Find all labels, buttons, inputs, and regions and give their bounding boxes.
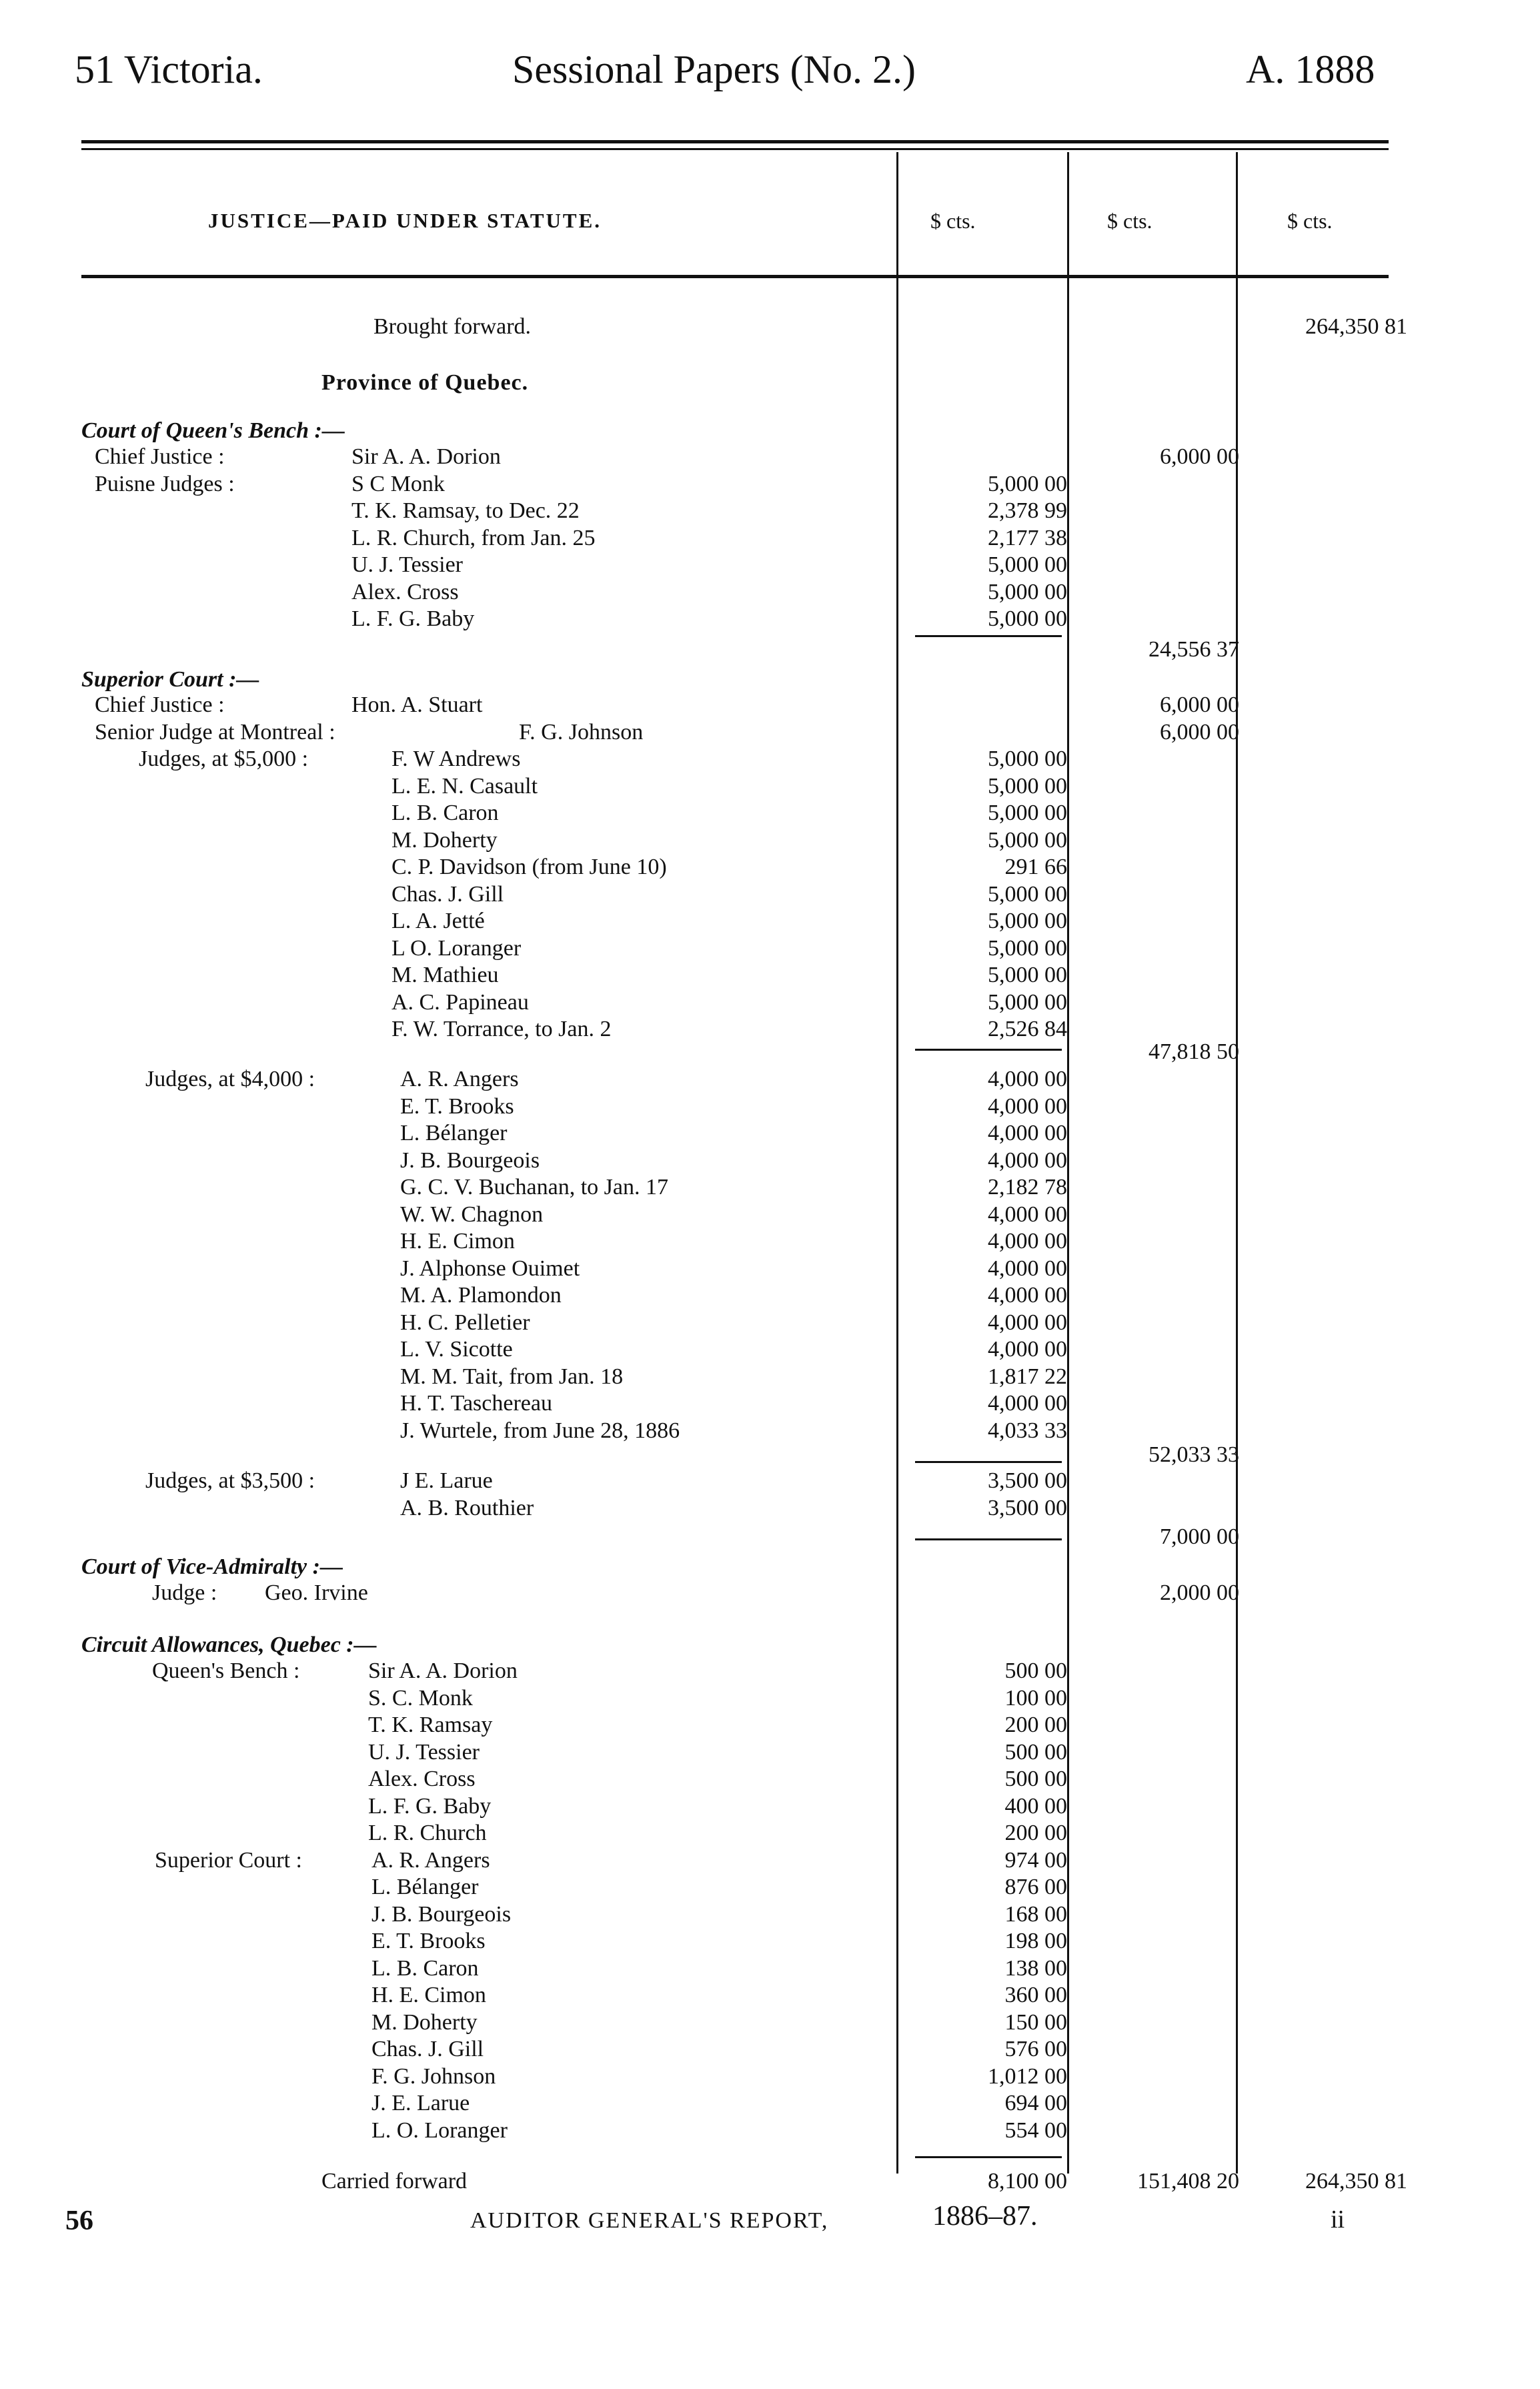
sc-5000-row bbox=[0, 935, 1540, 962]
row-value-c2: 6,000 00 bbox=[1160, 719, 1239, 745]
row-name: M. Doherty bbox=[392, 828, 500, 853]
header-rule bbox=[81, 275, 1389, 278]
qb-row bbox=[0, 606, 1540, 632]
row-value-c1: 4,000 00 bbox=[988, 1147, 1067, 1173]
row-name: U. J. Tessier bbox=[368, 1740, 482, 1765]
row-value-c1: 1,817 22 bbox=[988, 1364, 1067, 1389]
row-value-c1: 360 00 bbox=[1004, 1983, 1067, 2007]
row-name: T. K. Ramsay, to Dec. 22 bbox=[351, 498, 582, 523]
subtotal-value: 52,033 33 bbox=[1148, 1442, 1239, 1467]
sc-4000-row bbox=[0, 1364, 1540, 1390]
row-prefix: Judges, at $5,000 : bbox=[139, 747, 309, 771]
row-name: G. C. V. Buchanan, to Jan. 17 bbox=[400, 1175, 671, 1200]
sc-5000-row bbox=[0, 827, 1540, 854]
circuit-qb-row bbox=[0, 1739, 1540, 1766]
sc-5000-row bbox=[0, 800, 1540, 827]
row-name: L. F. G. Baby bbox=[351, 606, 477, 631]
row-name: A. C. Papineau bbox=[392, 990, 532, 1015]
brought-forward-c2 bbox=[1074, 314, 1239, 340]
sc-5000-row bbox=[0, 854, 1540, 881]
circuit-sc-row bbox=[0, 2063, 1540, 2090]
qb-row bbox=[0, 552, 1540, 578]
sc-5000-row bbox=[0, 989, 1540, 1016]
circuit-sc-row bbox=[0, 2117, 1540, 2144]
row-name: J E. Larue bbox=[400, 1468, 496, 1493]
row-prefix: Chief Justice : bbox=[95, 692, 225, 717]
row-value-c1: 576 00 bbox=[1004, 2037, 1067, 2061]
row-name: W. W. Chagnon bbox=[400, 1202, 546, 1227]
row-name: M. Doherty bbox=[371, 2010, 480, 2035]
row-value-c1: 198 00 bbox=[1004, 1929, 1067, 1953]
row-name: Alex. Cross bbox=[351, 580, 462, 604]
row-value-c1: 4,000 00 bbox=[988, 1310, 1067, 1335]
sc-5000-row bbox=[0, 908, 1540, 935]
subtotal-value: 7,000 00 bbox=[1160, 1524, 1239, 1549]
row-name: U. J. Tessier bbox=[351, 552, 466, 577]
row-value-c1: 694 00 bbox=[1004, 2091, 1067, 2115]
va-row bbox=[0, 1580, 1540, 1606]
header-left: 51 Victoria. bbox=[75, 47, 263, 91]
row-value-c1: 200 00 bbox=[1004, 1713, 1067, 1737]
row-name: M. M. Tait, from Jan. 18 bbox=[400, 1364, 626, 1389]
row-name: Sir A. A. Dorion bbox=[351, 444, 504, 469]
footer-roman: ii bbox=[1331, 2206, 1345, 2234]
brought-forward-label: Brought forward. bbox=[373, 314, 534, 339]
row-name: J. B. Bourgeois bbox=[400, 1148, 542, 1173]
row-prefix: Judges, at $3,500 : bbox=[145, 1468, 315, 1493]
row-name: E. T. Brooks bbox=[400, 1094, 517, 1119]
row-value-c1: 5,000 00 bbox=[988, 881, 1067, 907]
sc-5000-row bbox=[0, 746, 1540, 773]
col-header-2: $ cts. bbox=[1107, 209, 1152, 233]
row-name: F. G. Johnson bbox=[371, 2064, 498, 2089]
carried-forward-c3: 264,350 81 bbox=[1305, 2169, 1407, 2194]
province-heading: Province of Quebec. bbox=[321, 370, 529, 395]
row-value-c1: 4,000 00 bbox=[988, 1256, 1067, 1281]
row-value-c1: 200 00 bbox=[1004, 1821, 1067, 1845]
row-name: H. T. Taschereau bbox=[400, 1391, 555, 1416]
sc-3500-row bbox=[0, 1495, 1540, 1522]
row-name: L. F. G. Baby bbox=[368, 1794, 494, 1819]
row-prefix: Queen's Bench : bbox=[152, 1658, 300, 1683]
row-value-c1: 5,000 00 bbox=[988, 747, 1067, 771]
row-value-c1: 5,000 00 bbox=[988, 579, 1067, 604]
subtotal-value: 24,556 37 bbox=[1148, 637, 1239, 662]
row-value-c1: 500 00 bbox=[1004, 1739, 1067, 1765]
row-name: L. E. N. Casault bbox=[392, 774, 540, 799]
sc-4000-row bbox=[0, 1093, 1540, 1120]
col-header-3: $ cts. bbox=[1287, 209, 1333, 233]
row-value-c1: 168 00 bbox=[1004, 1901, 1067, 1927]
row-name: E. T. Brooks bbox=[371, 1929, 488, 1953]
row-name: J. Wurtele, from June 28, 1886 bbox=[400, 1418, 682, 1443]
row-name: J. E. Larue bbox=[371, 2091, 472, 2115]
sc-4000-row bbox=[0, 1228, 1540, 1255]
subtotal-value: 47,818 50 bbox=[1148, 1039, 1239, 1064]
row-name: Hon. A. Stuart bbox=[351, 692, 485, 717]
row-value-c1: 400 00 bbox=[1004, 1793, 1067, 1819]
row-prefix: Judge : bbox=[152, 1580, 217, 1605]
row-name: A. R. Angers bbox=[371, 1848, 493, 1873]
row-name: H. C. Pelletier bbox=[400, 1310, 533, 1335]
circuit-sc-row bbox=[0, 2009, 1540, 2036]
row-name: L O. Loranger bbox=[392, 936, 524, 961]
carried-forward-rule bbox=[915, 2156, 1062, 2158]
row-name: Alex. Cross bbox=[368, 1767, 478, 1791]
row-prefix: Chief Justice : bbox=[95, 444, 225, 469]
row-value-c1: 5,000 00 bbox=[988, 935, 1067, 961]
row-value-c1: 4,000 00 bbox=[988, 1391, 1067, 1416]
row-value-c1: 4,033 33 bbox=[988, 1418, 1067, 1443]
row-value-c1: 2,182 78 bbox=[988, 1175, 1067, 1200]
row-value-c1: 4,000 00 bbox=[988, 1283, 1067, 1308]
circuit-sc-row bbox=[0, 1847, 1540, 1874]
row-name: J. B. Bourgeois bbox=[371, 1902, 514, 1927]
header-right: A. 1888 bbox=[1246, 47, 1375, 91]
row-name: L. V. Sicotte bbox=[400, 1337, 516, 1362]
circuit-qb-row bbox=[0, 1658, 1540, 1685]
sc-4000-row bbox=[0, 1147, 1540, 1174]
brought-forward-c3: 264,350 81 bbox=[1305, 314, 1407, 339]
row-prefix: Judges, at $4,000 : bbox=[145, 1067, 315, 1091]
circuit-qb-row bbox=[0, 1766, 1540, 1793]
row-name: M. Mathieu bbox=[392, 963, 502, 987]
circuit-sc-row bbox=[0, 1901, 1540, 1928]
row-value-c1: 500 00 bbox=[1004, 1767, 1067, 1791]
circuit-qb-row bbox=[0, 1820, 1540, 1847]
row-name: Chas. J. Gill bbox=[371, 2037, 486, 2061]
circuit-heading: Circuit Allowances, Quebec :— bbox=[81, 1632, 377, 1657]
header-center: Sessional Papers (No. 2.) bbox=[512, 47, 916, 91]
page-number: 56 bbox=[65, 2206, 93, 2236]
top-rule-thin bbox=[81, 148, 1389, 150]
carried-forward-label: Carried forward bbox=[321, 2169, 470, 2194]
sc-5000-row bbox=[0, 1016, 1540, 1043]
brought-forward-c1 bbox=[907, 314, 1067, 340]
row-value-c1: 5,000 00 bbox=[988, 909, 1067, 933]
sc-4000-row bbox=[0, 1390, 1540, 1417]
circuit-sc-row bbox=[0, 1955, 1540, 1982]
sc-row bbox=[0, 692, 1540, 719]
sc-4000-row bbox=[0, 1120, 1540, 1147]
sc-4000-row bbox=[0, 1202, 1540, 1228]
row-value-c1: 5,000 00 bbox=[988, 989, 1067, 1015]
row-name: T. K. Ramsay bbox=[368, 1713, 495, 1737]
row-value-c1: 3,500 00 bbox=[988, 1468, 1067, 1493]
queens-bench-heading: Court of Queen's Bench :— bbox=[81, 418, 345, 443]
row-name: Sir A. A. Dorion bbox=[368, 1658, 520, 1683]
sc-4000-row bbox=[0, 1066, 1540, 1093]
sc-4000-row bbox=[0, 1336, 1540, 1363]
sc-5000-row bbox=[0, 881, 1540, 908]
sc-5000-row bbox=[0, 773, 1540, 800]
circuit-qb-row bbox=[0, 1685, 1540, 1712]
row-prefix: Superior Court : bbox=[155, 1847, 302, 1873]
row-name: L. A. Jetté bbox=[392, 909, 488, 933]
row-name: L. B. Caron bbox=[371, 1956, 482, 1981]
row-name: A. B. Routhier bbox=[400, 1496, 536, 1520]
row-name: L. B. Caron bbox=[392, 801, 502, 825]
row-value-c2: 2,000 00 bbox=[1160, 1580, 1239, 1605]
carried-forward-c2: 151,408 20 bbox=[1137, 2169, 1239, 2194]
row-name: Geo. Irvine bbox=[265, 1580, 371, 1605]
row-name: H. E. Cimon bbox=[371, 1983, 489, 2007]
top-rule bbox=[81, 140, 1389, 143]
row-value-c1: 5,000 00 bbox=[988, 827, 1067, 853]
row-value-c1: 291 66 bbox=[1004, 855, 1067, 879]
row-value-c1: 3,500 00 bbox=[988, 1495, 1067, 1520]
row-name: L. Bélanger bbox=[400, 1121, 510, 1145]
row-name: Chas. J. Gill bbox=[392, 882, 506, 907]
sc-4000-row bbox=[0, 1256, 1540, 1282]
subtotal-rule bbox=[915, 635, 1062, 637]
superior-court-heading: Superior Court :— bbox=[81, 667, 259, 692]
row-value-c1: 974 00 bbox=[1004, 1847, 1067, 1873]
brought-forward-row bbox=[0, 314, 1540, 340]
circuit-sc-row bbox=[0, 2036, 1540, 2063]
qb-row bbox=[0, 525, 1540, 552]
row-name: L. R. Church, from Jan. 25 bbox=[351, 526, 598, 550]
row-name: L. O. Loranger bbox=[371, 2118, 510, 2143]
row-value-c2: 6,000 00 bbox=[1160, 692, 1239, 717]
row-value-c1: 4,000 00 bbox=[988, 1121, 1067, 1145]
circuit-qb-row bbox=[0, 1793, 1540, 1820]
qb-row bbox=[0, 498, 1540, 524]
sc-4000-row bbox=[0, 1418, 1540, 1444]
row-name: H. E. Cimon bbox=[400, 1229, 518, 1254]
row-name: S. C. Monk bbox=[368, 1686, 476, 1711]
qb-row bbox=[0, 579, 1540, 606]
row-name: M. A. Plamondon bbox=[400, 1283, 564, 1308]
circuit-sc-row bbox=[0, 1982, 1540, 2009]
carried-forward-row bbox=[0, 2168, 1540, 2195]
row-value-c1: 4,000 00 bbox=[988, 1093, 1067, 1119]
row-prefix: Senior Judge at Montreal : bbox=[95, 719, 335, 745]
qb-row bbox=[0, 444, 1540, 470]
row-name: F. G. Johnson bbox=[519, 720, 646, 745]
row-name: C. P. Davidson (from June 10) bbox=[392, 855, 670, 879]
row-name: F. W. Torrance, to Jan. 2 bbox=[392, 1017, 614, 1041]
row-value-c1: 1,012 00 bbox=[988, 2063, 1067, 2089]
row-value-c1: 2,378 99 bbox=[988, 498, 1067, 523]
row-name: L. Bélanger bbox=[371, 1875, 482, 1899]
row-name: J. Alphonse Ouimet bbox=[400, 1256, 582, 1281]
row-value-c1: 5,000 00 bbox=[988, 801, 1067, 825]
subtotal-rule bbox=[915, 1461, 1062, 1463]
vice-admiralty-heading: Court of Vice-Admiralty :— bbox=[81, 1554, 343, 1579]
row-value-c1: 5,000 00 bbox=[988, 773, 1067, 799]
row-value-c1: 4,000 00 bbox=[988, 1337, 1067, 1362]
row-value-c1: 150 00 bbox=[1004, 2009, 1067, 2035]
table-title: JUSTICE—PAID UNDER STATUTE. bbox=[208, 209, 602, 232]
row-value-c1: 5,000 00 bbox=[988, 606, 1067, 631]
sc-5000-row bbox=[0, 962, 1540, 989]
row-value-c1: 2,526 84 bbox=[988, 1017, 1067, 1041]
sc-4000-row bbox=[0, 1310, 1540, 1336]
row-value-c1: 2,177 38 bbox=[988, 525, 1067, 550]
sc-4000-row bbox=[0, 1174, 1540, 1201]
circuit-sc-row bbox=[0, 1874, 1540, 1901]
footer-years: 1886–87. bbox=[932, 2201, 1038, 2232]
row-prefix: Puisne Judges : bbox=[95, 471, 235, 496]
row-value-c1: 5,000 00 bbox=[988, 552, 1067, 577]
circuit-qb-row bbox=[0, 1712, 1540, 1739]
row-name: A. R. Angers bbox=[400, 1067, 522, 1091]
subtotal-rule bbox=[915, 1049, 1062, 1051]
row-value-c1: 4,000 00 bbox=[988, 1202, 1067, 1227]
col-header-1: $ cts. bbox=[930, 209, 976, 233]
row-value-c1: 5,000 00 bbox=[988, 963, 1067, 987]
sc-3500-row bbox=[0, 1468, 1540, 1494]
carried-forward-c1: 8,100 00 bbox=[988, 2169, 1067, 2194]
circuit-sc-row bbox=[0, 2090, 1540, 2117]
row-name: S C Monk bbox=[351, 472, 448, 496]
sc-row bbox=[0, 719, 1540, 746]
row-value-c1: 4,000 00 bbox=[988, 1067, 1067, 1091]
subtotal-rule bbox=[915, 1538, 1062, 1540]
row-value-c1: 500 00 bbox=[1004, 1658, 1067, 1683]
row-name: F. W Andrews bbox=[392, 747, 523, 771]
circuit-sc-row bbox=[0, 1928, 1540, 1955]
row-value-c1: 554 00 bbox=[1004, 2117, 1067, 2143]
row-value-c1: 5,000 00 bbox=[988, 471, 1067, 496]
row-name: L. R. Church bbox=[368, 1821, 490, 1845]
qb-row bbox=[0, 471, 1540, 498]
row-value-c2: 6,000 00 bbox=[1160, 444, 1239, 469]
row-value-c1: 100 00 bbox=[1004, 1685, 1067, 1711]
footer-report: AUDITOR GENERAL'S REPORT, bbox=[470, 2208, 829, 2233]
row-value-c1: 876 00 bbox=[1004, 1875, 1067, 1899]
row-value-c1: 4,000 00 bbox=[988, 1229, 1067, 1254]
row-value-c1: 138 00 bbox=[1004, 1955, 1067, 1981]
sc-4000-row bbox=[0, 1282, 1540, 1309]
